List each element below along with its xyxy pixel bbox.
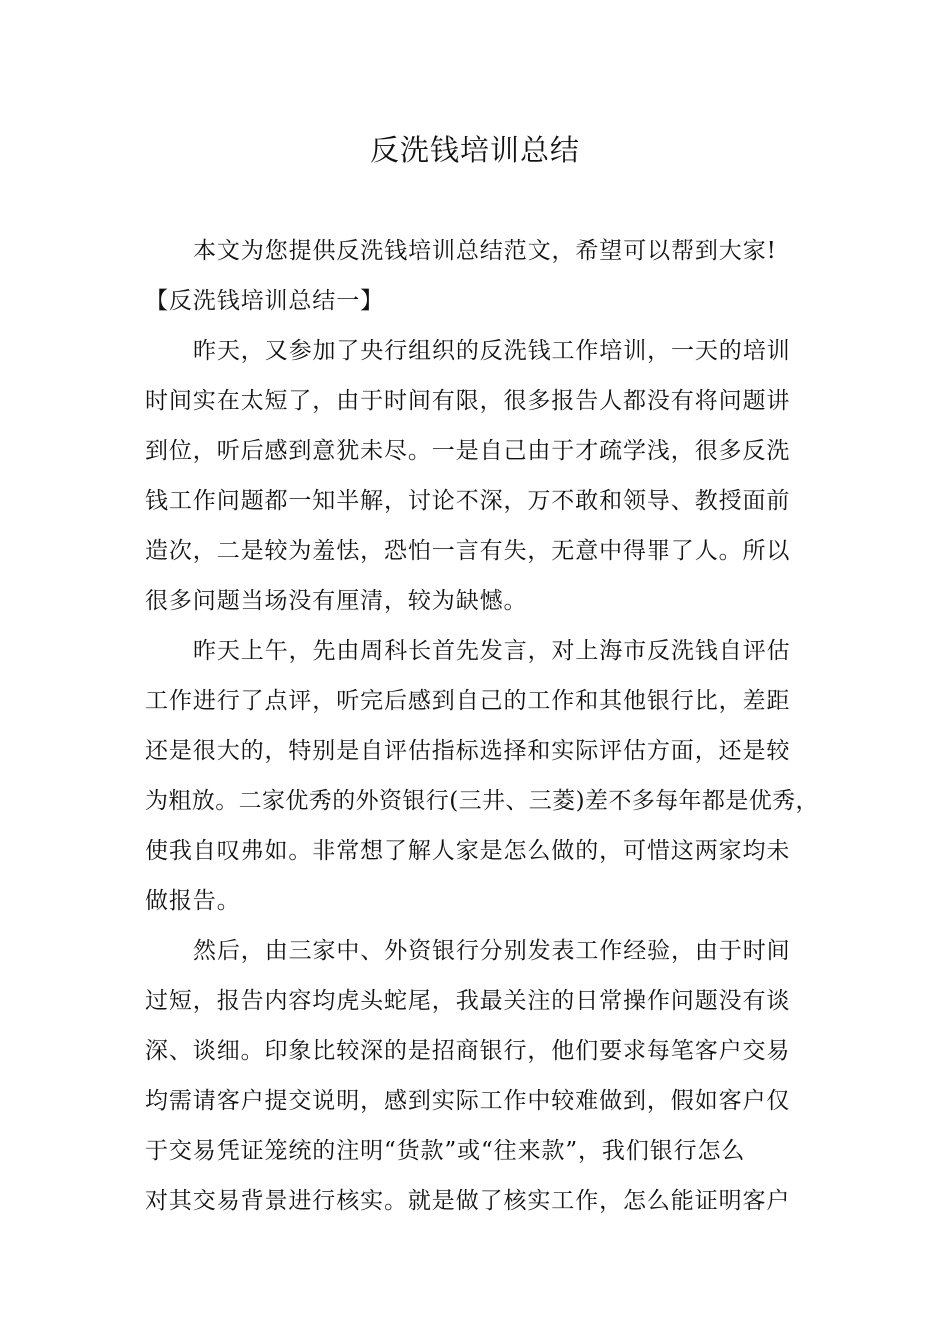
paragraph-line: 很多问题当场没有厘清，较为缺憾。 xyxy=(145,588,528,614)
paragraph-line: 时间实在太短了，由于时间有限，很多报告人都没有将问题讲 xyxy=(145,388,791,414)
paragraph-line: 使我自叹弗如。非常想了解人家是怎么做的，可惜这两家均未 xyxy=(145,838,791,864)
paragraph-line: 造次，二是较为羞怯，恐怕一言有失，无意中得罪了人。所以 xyxy=(145,538,791,564)
paragraph-line: 昨天，又参加了央行组织的反洗钱工作培训，一天的培训 xyxy=(193,338,791,364)
paragraph-line: 到位，听后感到意犹未尽。一是自己由于才疏学浅，很多反洗 xyxy=(145,438,791,464)
paragraph-line: 还是很大的，特别是自评估指标选择和实际评估方面，还是较 xyxy=(145,738,791,764)
paragraph-line: 工作进行了点评，听完后感到自己的工作和其他银行比，差距 xyxy=(145,688,791,714)
paragraph-line: 对其交易背景进行核实。就是做了核实工作，怎么能证明客户 xyxy=(145,1188,791,1214)
paragraph-line: 深、谈细。印象比较深的是招商银行，他们要求每笔客户交易 xyxy=(145,1038,791,1064)
paragraph-line: 做报告。 xyxy=(145,888,241,914)
paragraph-line: 昨天上午，先由周科长首先发言，对上海市反洗钱自评估 xyxy=(193,638,791,664)
paragraph-line: 钱工作问题都一知半解，讨论不深，万不敢和领导、教授面前 xyxy=(145,488,791,514)
paragraph-line: 然后，由三家中、外资银行分别发表工作经验，由于时间 xyxy=(193,938,791,964)
paragraph-line: 过短，报告内容均虎头蛇尾，我最关注的日常操作问题没有谈 xyxy=(145,988,791,1014)
paragraph-line: 于交易凭证笼统的注明“货款”或“往来款”，我们银行怎么 xyxy=(145,1138,746,1164)
section-heading: 【反洗钱培训总结一】 xyxy=(145,288,384,314)
intro-line: 本文为您提供反洗钱培训总结范文，希望可以帮到大家! xyxy=(193,238,777,264)
document-title: 反洗钱培训总结 xyxy=(369,133,580,167)
paragraph-line: 为粗放。二家优秀的外资银行(三井、三菱)差不多每年都是优秀， xyxy=(145,788,819,814)
paragraph-line: 均需请客户提交说明，感到实际工作中较难做到，假如客户仅 xyxy=(145,1088,791,1114)
